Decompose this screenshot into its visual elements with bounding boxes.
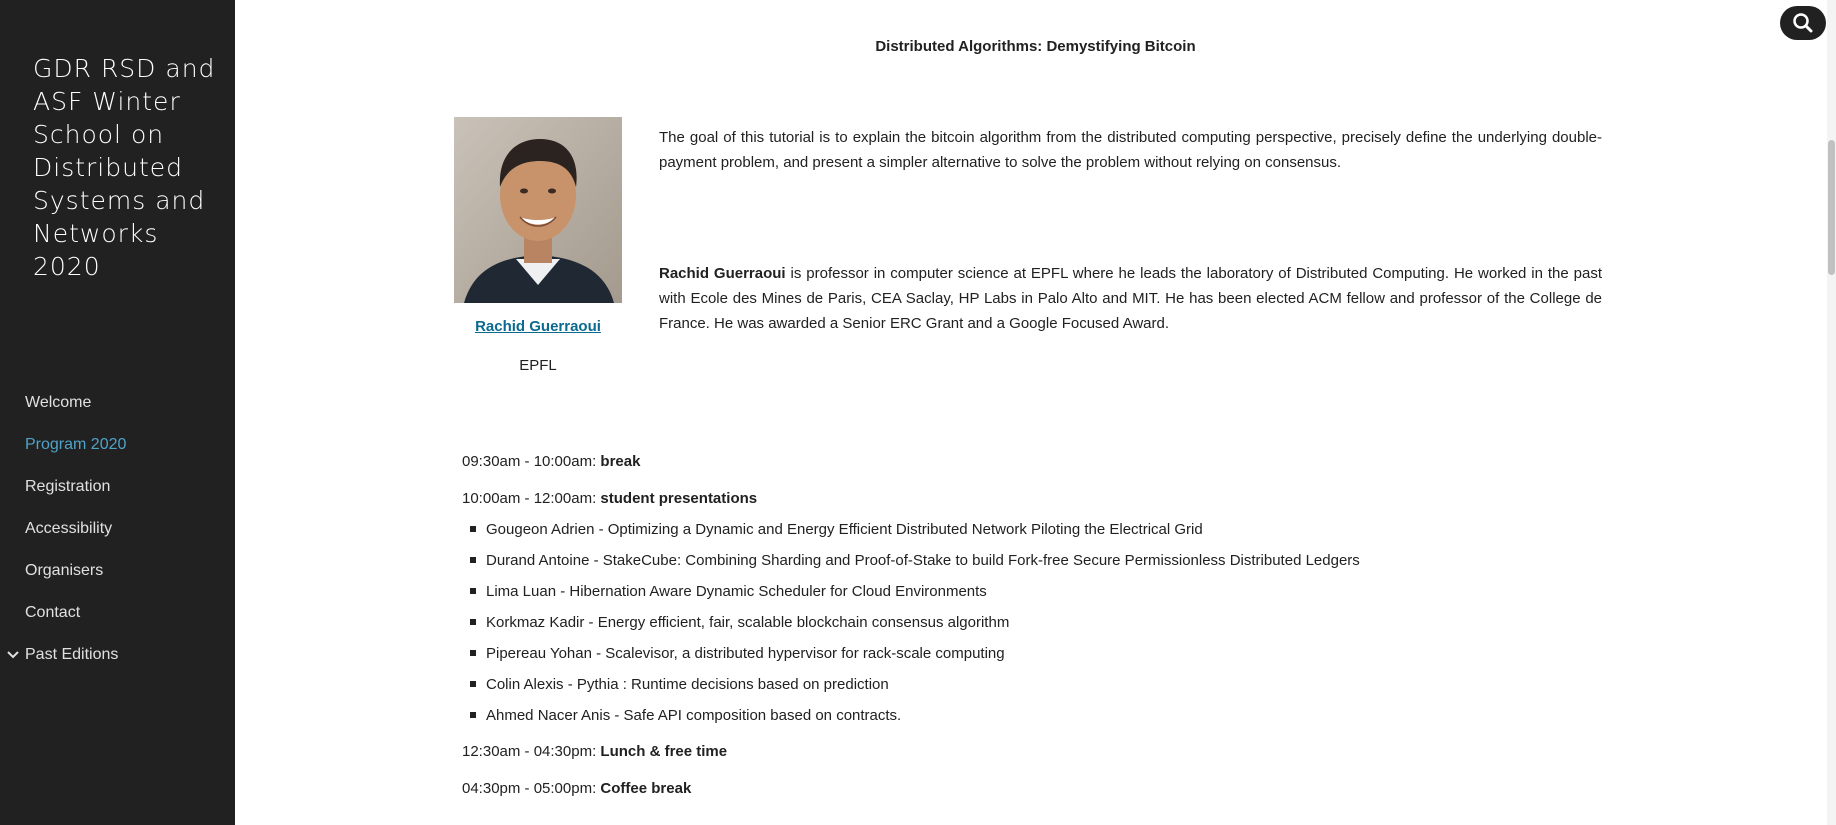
search-button[interactable] <box>1780 6 1826 40</box>
list-item <box>462 705 901 727</box>
schedule-item <box>462 741 727 763</box>
speaker-bio <box>659 261 1602 336</box>
presentation-text: Durand Antoine - StakeCube: Combining Sharding and Proof-of-Stake to build Fork-free Secure Permissionless Distributed Ledgers <box>486 552 1360 569</box>
nav-item-organisers[interactable]: Organisers <box>25 562 104 579</box>
bullet-icon <box>470 681 476 687</box>
list-item <box>462 519 1203 541</box>
presentation-text: Pipereau Yohan - Scalevisor, a distributed hypervisor for rack-scale computing <box>486 645 1005 662</box>
nav-item-registration[interactable]: Registration <box>25 478 111 495</box>
schedule-label: student presentations <box>600 490 758 507</box>
schedule-label: Lunch & free time <box>600 743 728 760</box>
schedule-time: 10:00am - 12:00am: <box>462 490 601 507</box>
schedule-item <box>462 778 691 800</box>
bullet-icon <box>470 588 476 594</box>
bullet-icon <box>470 557 476 563</box>
speaker-photo <box>454 117 622 303</box>
bullet-icon <box>470 619 476 625</box>
main-content <box>235 0 1836 825</box>
speaker-bio-name: Rachid Guerraoui <box>659 265 786 282</box>
nav-item-accessibility[interactable]: Accessibility <box>25 520 113 537</box>
scrollbar[interactable] <box>1827 0 1836 825</box>
list-item <box>462 550 1360 572</box>
bullet-icon <box>470 712 476 718</box>
bullet-icon <box>470 650 476 656</box>
schedule-time: 04:30pm - 05:00pm: <box>462 780 601 797</box>
presentation-text: Colin Alexis - Pythia : Runtime decisions based on prediction <box>486 676 889 693</box>
presentation-text: Korkmaz Kadir - Energy efficient, fair, scalable blockchain consensus algorithm <box>486 614 1010 631</box>
schedule-label: break <box>600 453 641 470</box>
speaker-bio-text: is professor in computer science at EPFL where he leads the laboratory of Distributed Computing. He worked in the past with Ecole des Mines de Paris, CEA Saclay, HP Labs in Palo Alto and MIT. He has been elected ACM fellow and professor of the College de France. He was awarded a Senior ERC Grant and a Google Focused Award. <box>659 265 1603 332</box>
presentation-text: Gougeon Adrien - Optimizing a Dynamic and Energy Efficient Distributed Network Piloting the Electrical Grid <box>486 521 1203 538</box>
site-title[interactable]: GDR RSD and ASF Winter School on Distributed Systems and Networks 2020 <box>33 54 216 281</box>
nav-item-contact[interactable]: Contact <box>25 604 81 621</box>
schedule-item <box>462 451 640 473</box>
tutorial-abstract: The goal of this tutorial is to explain the bitcoin algorithm from the distributed computing perspective, precisely define the underlying double-payment problem, and present a simpler alternative to solve the problem without relying on consensus. <box>659 129 1602 171</box>
list-item <box>462 581 987 603</box>
list-item <box>462 674 889 696</box>
schedule-label: Coffee break <box>600 780 692 797</box>
search-icon <box>1780 6 1826 40</box>
bullet-icon <box>470 526 476 532</box>
sidebar <box>0 0 235 825</box>
nav-item-past-editions[interactable]: Past Editions <box>25 646 119 663</box>
list-item <box>462 612 1009 634</box>
list-item <box>462 643 1005 665</box>
schedule-item <box>462 488 757 510</box>
scrollbar-thumb[interactable] <box>1828 140 1835 275</box>
chevron-down-icon[interactable] <box>6 643 20 667</box>
speaker-name-link[interactable]: Rachid Guerraoui <box>475 318 601 335</box>
schedule-time: 09:30am - 10:00am: <box>462 453 601 470</box>
schedule-time: 12:30am - 04:30pm: <box>462 743 601 760</box>
nav-item-program-2020[interactable]: Program 2020 <box>25 436 127 453</box>
presentation-text: Lima Luan - Hibernation Aware Dynamic Scheduler for Cloud Environments <box>486 583 987 600</box>
page-title: Distributed Algorithms: Demystifying Bitcoin <box>875 38 1196 55</box>
presentation-text: Ahmed Nacer Anis - Safe API composition based on contracts. <box>486 707 902 724</box>
nav-item-welcome[interactable]: Welcome <box>25 394 92 411</box>
speaker-affiliation: EPFL <box>519 357 557 374</box>
